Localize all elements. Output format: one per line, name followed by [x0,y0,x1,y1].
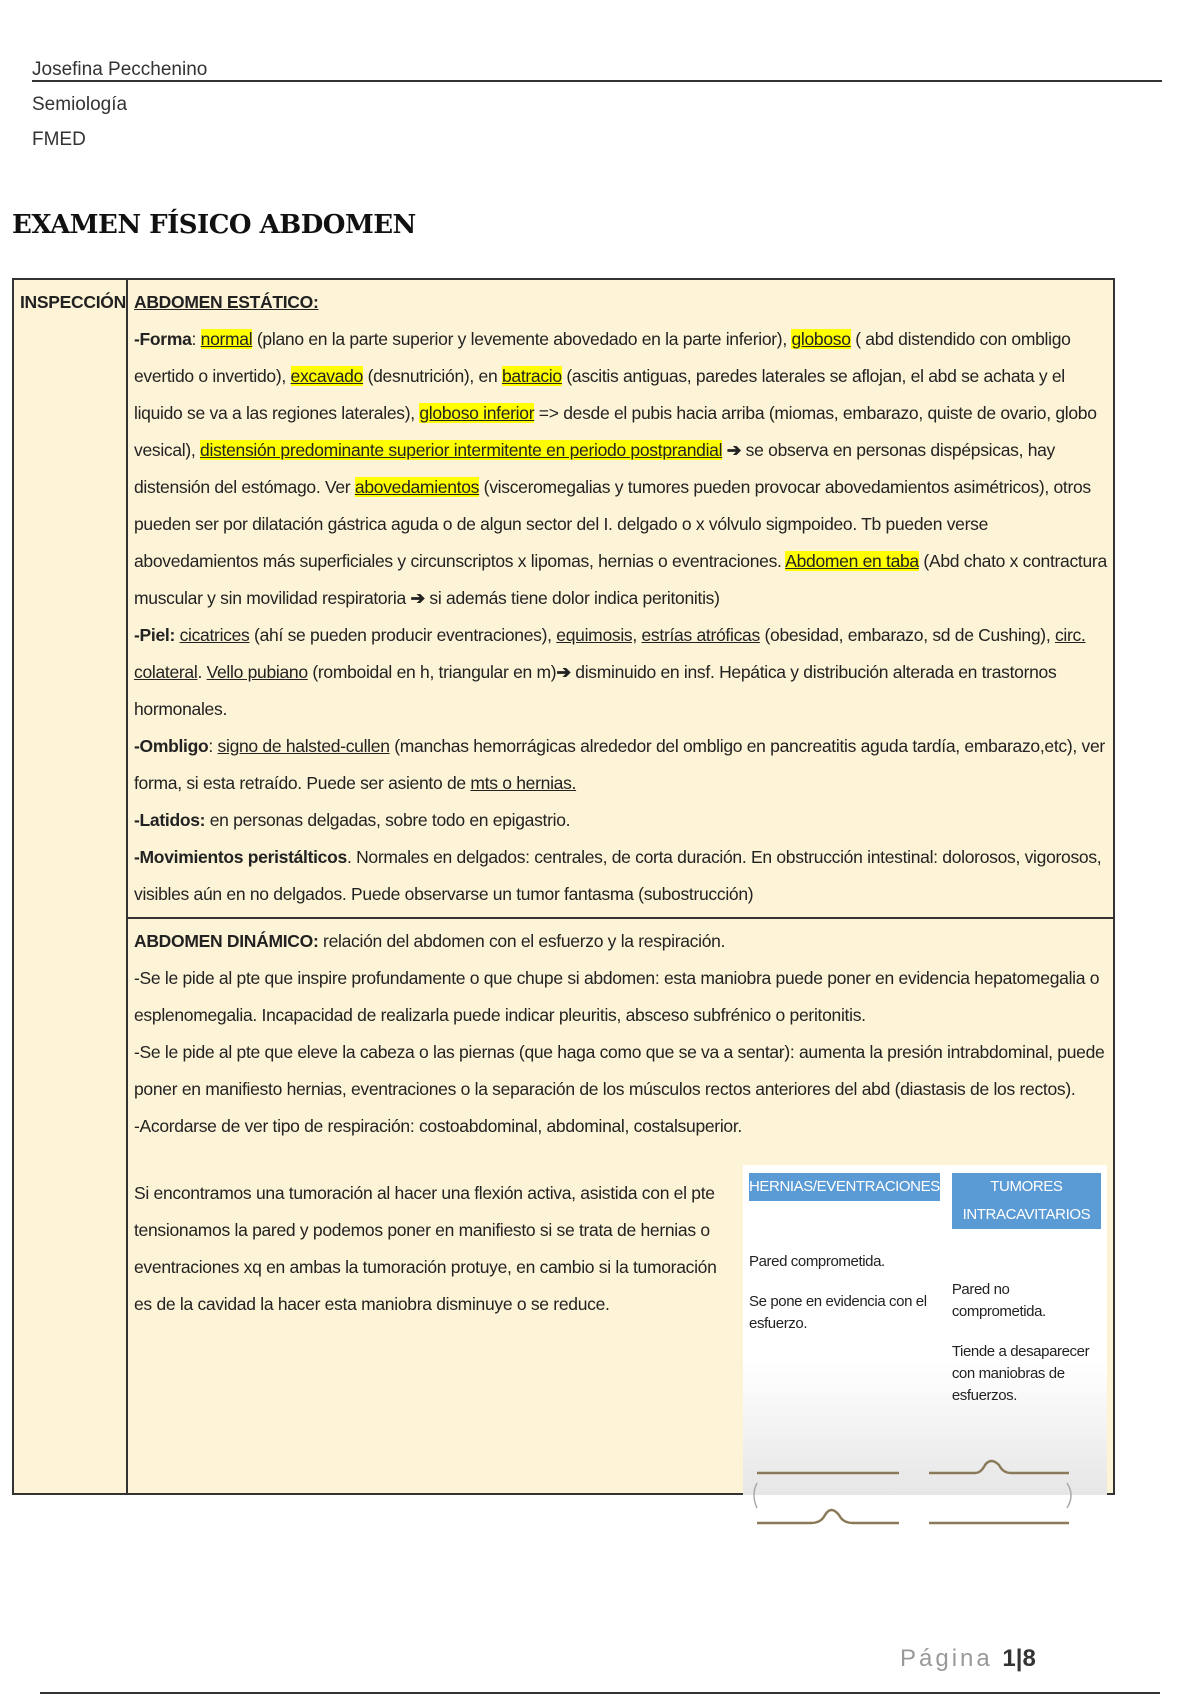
dynamic-p3: -Acordarse de ver tipo de respiración: costoabdominal, abdominal, costalsuperior. [134,1116,742,1136]
text: se observa en personas dispépsicas, hay distensión del estómago. Ver [134,440,1056,497]
figure-text: Tiende a desaparecer con maniobras de esfuerzos. [951,1343,1090,1404]
figure-col-tumores [952,1173,1101,1425]
text: si además tiene dolor indica peritonitis) [424,588,720,608]
static-heading: ABDOMEN ESTÁTICO: [134,292,319,312]
text: . Normales en delgados: centrales, de corta duración. En obstrucción intestinal: dolorosos, vigorosos, visibles aún en no delgados. Puede observarse un tumor fantasma (subostrucción) [134,847,1102,904]
text: => desde el pubis hacia arriba (miomas, embarazo, quiste de ovario, globo vesical), [134,403,1097,460]
figure-col-hernias [749,1173,940,1425]
dynamic-p1: -Se le pide al pte que inspire profundamente o que chupe si abdomen: esta maniobra puede poner en evidencia hepatomegalia o esplenomegalia. Incapacidad de realizarla puede indicar pleuritis, absceso subfrénico o peritonitis. [134,968,1100,1025]
dynamic-p2: -Se le pide al pte que eleve la cabeza o las piernas (que haga como que se va a sentar): aumenta la presión intrabdominal, puede poner en manifiesto hernias, eventraciones o la separación de los músculos rectos anteriores del abd (diastasis de los rectos). [134,1042,1105,1099]
forma-label: -Forma [134,329,192,349]
inspection-table [12,278,1115,1495]
hl-excavado: excavado [290,366,364,386]
term-equimosis: equimosis, [556,625,637,645]
header-rule [32,80,1162,82]
figure-text: Pared no comprometida. [951,1281,1046,1320]
hernia-wall-bulge [757,1510,899,1523]
text: : [208,736,218,756]
latidos-label: -Latidos: [134,810,206,830]
figure-text: Pared comprometida. [749,1253,885,1270]
hernia-vs-tumor-figure [743,1165,1107,1495]
dynamic-heading-line [134,923,1107,960]
text: ( abd distendido con ombligo evertido o invertido), [134,329,1071,386]
wall-diagram [749,1453,1099,1533]
hl-batracio: batracio [501,366,562,386]
hl-abovedamientos: abovedamientos [354,477,480,497]
text: (manchas hemorrágicas alrededor del ombligo en pancreatitis aguda tardía, embarazo,etc), ver forma, si esta retraído. Puede ser asiento de [134,736,1105,793]
text: (visceromegalias y tumores pueden provocar abovedamientos asimétricos), otros pueden ser por dilatación gástrica aguda o de algun sector del I. delgado o x vólvulo sigmpoideo. Tb pueden verse abovedamientos más superficiales y circunscriptos x lipomas, hernias o eventraciones. [134,477,1091,571]
page-separator: | [1015,1645,1023,1672]
faculty-name: FMED [32,129,86,150]
text: disminuido en insf. Hepática y distribución alterada en trastornos hormonales. [134,662,1057,719]
figure-header-tumores: TUMORES INTRACAVITARIOS [952,1173,1101,1229]
piel-paragraph [134,617,1107,728]
hl-abdomen-tabla: Abdomen en taba [785,551,919,571]
ombligo-paragraph [134,728,1107,802]
ombligo-label: -Ombligo [134,736,209,756]
text: relación del abdomen con el esfuerzo y la respiración. [318,931,726,951]
arrow-curve [1067,1483,1071,1508]
hl-globoso: globoso [791,329,851,349]
arrow-icon: ➔ [410,588,425,608]
text: (plano en la parte superior y levemente abovedado en la parte inferior), [252,329,792,349]
text: (ascitis antiguas, paredes laterales se aflojan, el abd se achata y el liquido se va a las regiones laterales), [134,366,1065,423]
figure-header-hernias: HERNIAS/EVENTRACIONES [749,1173,940,1201]
arrow-icon: ➔ [556,662,571,682]
author-name: Josefina Pecchenino [32,59,208,80]
term-circ-colateral: circ. colateral [134,625,1086,682]
term-estrias: estrías atróficas [641,625,760,645]
latidos-paragraph [134,802,1107,839]
term-halsted-cullen: signo de halsted-cullen [217,736,390,756]
page-number [900,1645,1036,1673]
tumor-wall-bulge [929,1461,1069,1473]
page-total: 8 [1022,1645,1036,1672]
text: (ahí se pueden producir eventraciones), [249,625,557,645]
text: (obesidad, embarazo, sd de Cushing), [759,625,1055,645]
text: en personas delgadas, sobre todo en epigastrio. [205,810,571,830]
page-current: 1 [1002,1645,1016,1672]
text: (Abd chato x contractura muscular y sin movilidad respiratoria [134,551,1107,608]
forma-paragraph: -Forma: normal (plano en la parte superior y levemente abovedado en la parte inferior), globoso ( abd distendido con ombligo evertido o invertido), excavado (desnutrición), en batracio (ascitis antiguas, paredes laterales se aflojan, el abd se achata y el liquido se va a las regiones laterales), globoso inferior => desde el pubis hacia arriba (miomas, embarazo, quiste de ovario, globo vesical), distensión predominante superior intermitente en periodo postprandial ➔ se observa en personas dispépsicas, hay distensión del estómago. Ver abovedamientos (visceromegalias y tumores pueden provocar abovedamientos asimétricos), otros pueden ser por dilatación gástrica aguda o de algun sector del I. delgado o x vólvulo sigmpoideo. Tb pueden verse abovedamientos más superficiales y circunscriptos x lipomas, hernias o eventraciones. Abdomen en taba (Abd chato x contractura muscular y sin movilidad respiratoria ➔ si además tiene dolor indica peritonitis) [134,329,1107,608]
table-row-label: INSPECCIÓN [13,279,127,1494]
dynamic-p4: Si encontramos una tumoración al hacer una flexión activa, asistida con el pte tensionamos la pared y podemos poner en manifiesto si se trata de hernias o eventraciones xq en ambas la tumoración protuye, en cambio si la tumoración es de la cavidad la hacer esta maniobra disminuye o se reduce. [134,1183,717,1314]
arrow-curve [754,1483,757,1508]
footer-rule [40,1692,1160,1694]
piel-label: -Piel: [134,625,175,645]
figure-text: Se pone en evidencia con el esfuerzo. [749,1293,927,1332]
hl-globoso-inferior: globoso inferior [419,403,535,423]
term-cicatrices: cicatrices [179,625,250,645]
text: (desnutrición), en [363,366,502,386]
hl-normal: normal [200,329,253,349]
lower-section [134,1165,1107,1489]
movimientos-paragraph [134,839,1107,913]
static-abdomen-cell [127,279,1114,918]
dynamic-heading: ABDOMEN DINÁMICO: [134,931,319,951]
document-header [32,52,207,157]
page-word: Página [900,1645,993,1672]
text: (romboidal en h, triangular en m) [307,662,557,682]
movimientos-label: -Movimientos peristálticos [134,847,347,867]
page-title: EXAMEN FÍSICO ABDOMEN [12,210,416,240]
term-mts-hernias: mts o hernias. [470,773,577,793]
dynamic-abdomen-cell [127,918,1114,1494]
arrow-icon: ➔ [726,440,742,460]
hl-distension: distensión predominante superior intermitente en periodo postprandial [200,440,723,460]
text: . [197,662,207,682]
subject-name: Semiología [32,94,128,115]
term-vello: Vello pubiano [206,662,308,682]
